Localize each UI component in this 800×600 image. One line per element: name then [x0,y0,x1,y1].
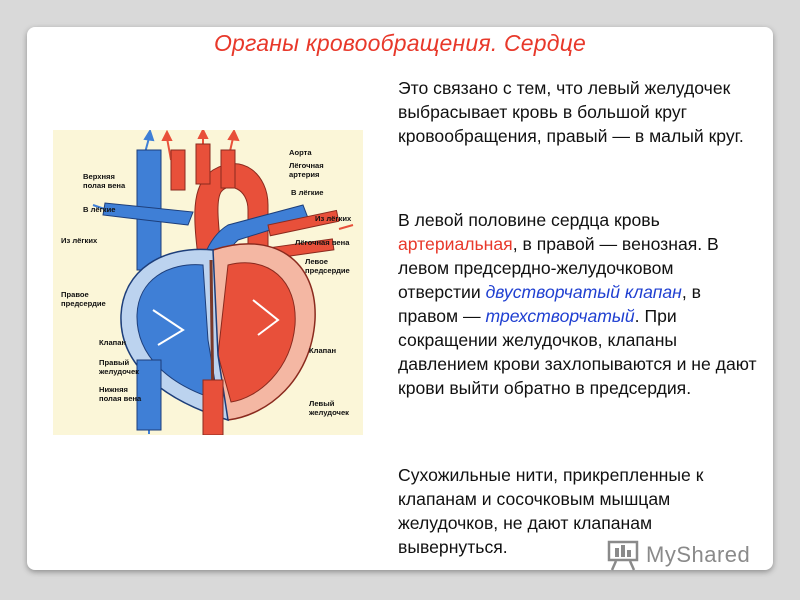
label-to-lungs-right: В лёгкие [291,188,324,197]
slide-title: Органы кровообращения. Сердце [213,30,587,56]
p2-tricuspid-term: трехстворчатый [485,306,635,326]
label-superior-vena-cava: Верхняя полая вена [83,172,126,190]
label-left-atrium: Левое предсердие [305,257,350,275]
paragraph-chordae: Сухожильные нити, прикрепленные к клапанам и сосочковым мышцам желудочков, не дают клапанам вывернуться. [398,465,704,557]
label-inferior-vena-cava: Нижняя полая вена [99,385,142,403]
label-left-ventricle: Левый желудочек [309,399,349,417]
label-pulmonary-artery: Лёгочная артерия [289,161,324,179]
label-valve-right: Клапан [309,346,337,355]
label-from-lungs-right: Из лёгких [315,214,352,223]
watermark [606,537,750,573]
p2-text-c: , в правой — венозная. В левом предсердно-желудочковом отверстии [398,234,719,302]
label-right-atrium: Правое предсердие [61,290,106,308]
label-valve-left: Клапан [99,338,127,347]
paragraph-circulation: Это связано с тем, что левый желудочек выбрасывает кровь в большой круг кровообращения, правый — в малый круг. [398,78,744,146]
presentation-board-icon [606,539,640,571]
p2-text-e: , в правом — [398,282,701,326]
heart-diagram [53,130,363,435]
label-aorta: Аорта [289,148,312,157]
label-to-lungs-left: В лёгкие [83,205,116,214]
label-right-ventricle: Правый желудочек [99,358,139,376]
p2-bicuspid-term: двустворчатый клапан [485,282,682,302]
p2-arterial-term: артериальная [398,234,513,254]
label-from-lungs-left: Из лёгких [61,236,98,245]
watermark-text: MyShared [646,542,751,567]
p2-text-a: В левой половине сердца кровь [398,210,660,230]
label-pulmonary-vein: Лёгочная вена [295,238,350,247]
paragraph-valves [398,208,758,400]
p2-text-g: . При сокращении желудочков, клапаны давлением крови захлопываются и не дают крови выйти обратно в предсердия. [398,306,757,398]
